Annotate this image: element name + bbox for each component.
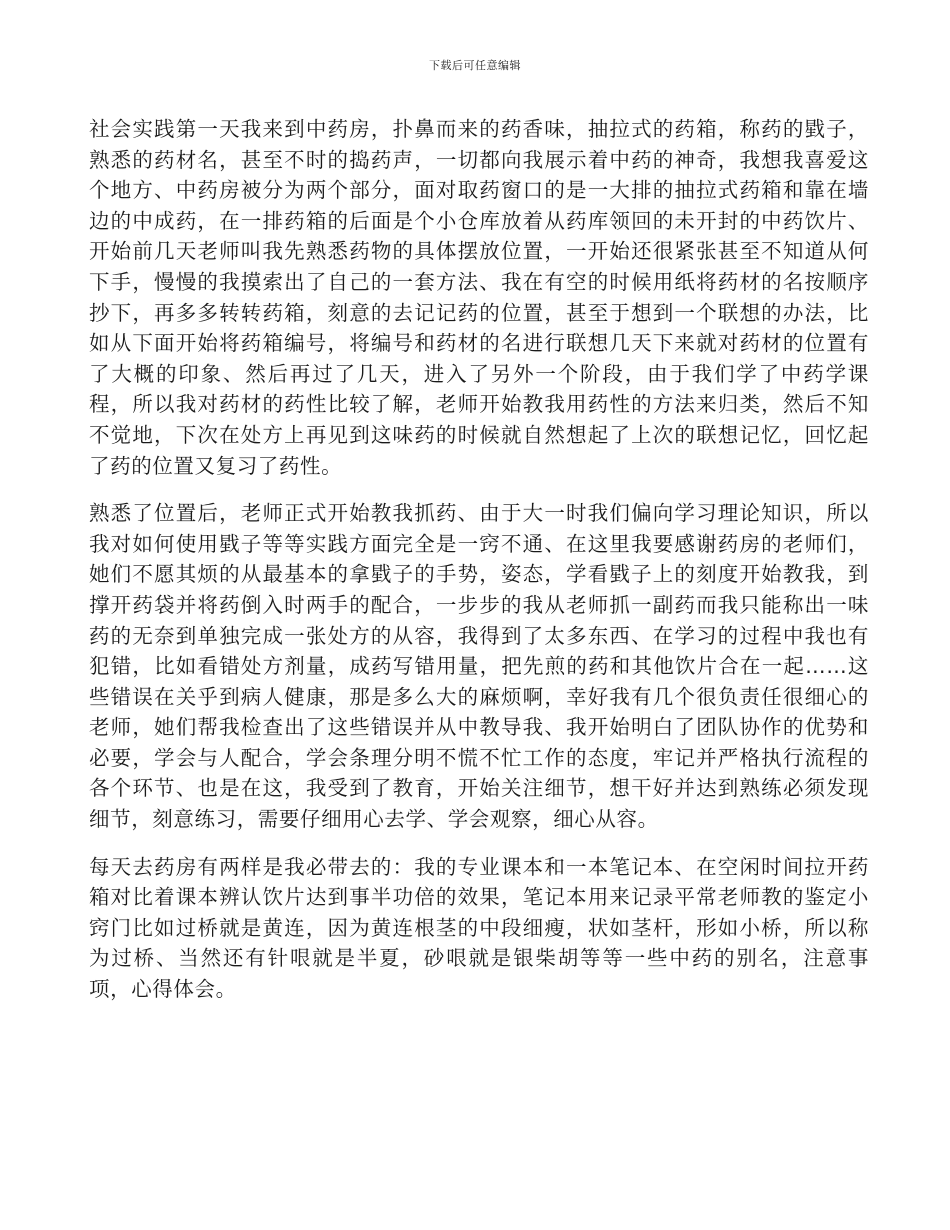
document-body — [89, 114, 869, 1022]
page-header-note: 下载后可任意编辑 — [429, 59, 521, 72]
paragraph-practice-first-day: 社会实践第一天我来到中药房，扑鼻而来的药香味，抽拉式的药箱，称药的戥子，熟悉的药材名，甚至不时的捣药声，一切都向我展示着中药的神奇，我想我喜爱这个地方、中药房被分为两个部分，面对取药窗口的是一大排的抽拉式药箱和靠在墙边的中成药，在一排药箱的后面是个小仓库放着从药库领回的未开封的中药饮片、开始前几天老师叫我先熟悉药物的具体摆放位置，一开始还很紧张甚至不知道从何下手，慢慢的我摸索出了自己的一套方法、我在有空的时候用纸将药材的名按顺序抄下，再多多转转药箱，刻意的去记记药的位置，甚至于想到一个联想的办法，比如从下面开始将药箱编号，将编号和药材的名进行联想几天下来就对药材的位置有了大概的印象、然后再过了几天，进入了另外一个阶段，由于我们学了中药学课程，所以我对药材的药性比较了解，老师开始教我用药性的方法来归类，然后不知不觉地，下次在处方上再见到这味药的时候就自然想起了上次的联想记忆，回忆起了药的位置又复习了药性。 — [89, 117, 869, 478]
paragraph-learning-to-dispense: 熟悉了位置后，老师正式开始教我抓药、由于大一时我们偏向学习理论知识，所以我对如何使用戥子等等实践方面完全是一窍不通、在这里我要感谢药房的老师们，她们不愿其烦的从最基本的拿戥子的手势，姿态，学看戥子上的刻度开始教我，到撑开药袋并将药倒入时两手的配合，一步步的我从老师抓一副药而我只能称出一味药的无奈到单独完成一张处方的从容，我得到了太多东西、在学习的过程中我也有犯错，比如看错处方剂量，成药写错用量，把先煎的药和其他饮片合在一起……这些错误在关乎到病人健康，那是多么大的麻烦啊，幸好我有几个很负责任很细心的老师，她们帮我检查出了这些错误并从中教导我、我开始明白了团队协作的优势和必要，学会与人配合，学会条理分明不慌不忙工作的态度，牢记并严格执行流程的各个环节、也是在这，我受到了教育，开始关注细节，想干好并达到熟练必须发现细节，刻意练习，需要仔细用心去学、学会观察，细心从容。 — [89, 501, 869, 832]
paragraph-daily-materials: 每天去药房有两样是我必带去的：我的专业课本和一本笔记本、在空闲时间拉开药箱对比着课本辨认饮片达到事半功倍的效果，笔记本用来记录平常老师教的鉴定小窍门比如过桥就是黄连，因为黄连根茎的中段细瘦，状如茎杆，形如小桥，所以称为过桥、当然还有针哏就是半夏，砂哏就是银柴胡等等一些中药的别名，注意事项，心得体会。 — [89, 854, 869, 1002]
